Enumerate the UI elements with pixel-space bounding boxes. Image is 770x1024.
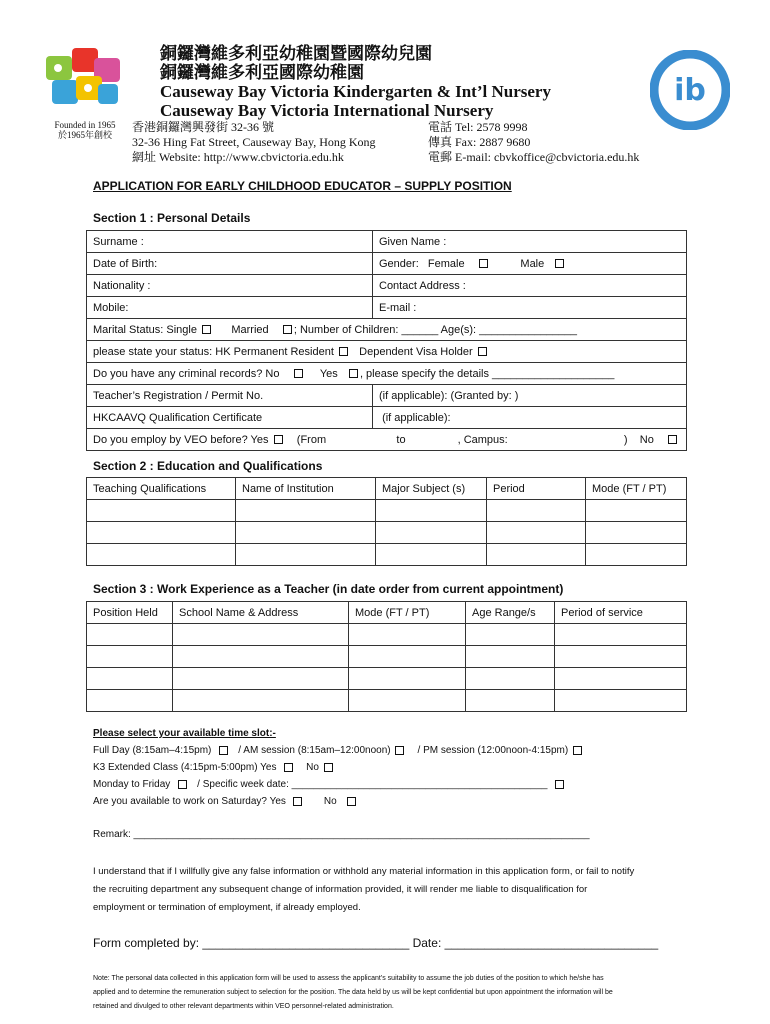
privacy-note: Note: The personal data collected in this application form will be used to assess the applicant’s suitability to assume the job duties of the position to which he/she has applied and to determine the remuneration subject to selection for the position. The data held by us will be kept confidential but upon appointment the information will be retained and divulged to other relevant departments within VEO personnel-related administration. [93, 975, 613, 1010]
education-header-institution: Name of Institution [236, 478, 376, 500]
form-title: APPLICATION FOR EARLY CHILDHOOD EDUCATOR – SUPPLY POSITION [93, 179, 512, 193]
work-header-age-range: Age Range/s [466, 602, 555, 624]
permanent-resident-checkbox[interactable] [339, 347, 348, 356]
veo-no-checkbox[interactable] [668, 435, 677, 444]
table-row [87, 624, 687, 646]
school-title: 銅鑼灣維多利亞幼稚園暨國際幼兒園 銅鑼灣維多利亞國際幼稚園 Causeway Bay Victoria Kindergarten & Int’l Nursery Causeway Bay Victoria International Nursery [160, 44, 551, 120]
hkcaavq-applicable-cell[interactable]: (if applicable): [373, 407, 687, 429]
work-experience-table [86, 601, 687, 712]
contact-address-cell[interactable]: Contact Address : [373, 275, 687, 297]
school-contact: 電話 Tel: 2578 9998 傳真 Fax: 2887 9680 電郵 E-mail: cbvkoffice@cbvictoria.edu.hk [428, 120, 640, 164]
timeslot-row-1: Full Day (8:15am–4:15pm) / AM session (8:15am–12:00noon) / PM session (12:00noon-4:15pm) [93, 745, 584, 756]
residency-status-row: please state your status: HK Permanent Resident Dependent Visa Holder [87, 341, 687, 363]
given-name-cell[interactable]: Given Name : [373, 231, 687, 253]
pm-session-checkbox[interactable] [573, 746, 582, 755]
ib-logo-icon [650, 50, 730, 130]
female-checkbox[interactable] [479, 259, 488, 268]
table-row [87, 544, 687, 566]
remark-line[interactable]: Remark: __________________________________________________________________________________ [93, 829, 590, 840]
timeslot-row-4: Are you available to work on Saturday? Yes No [93, 796, 358, 807]
marital-status-row: Marital Status: Single Married ; Number of Children: ______ Age(s): ________________ [87, 319, 687, 341]
gender-cell: Gender: Female Male [373, 253, 687, 275]
am-session-checkbox[interactable] [395, 746, 404, 755]
saturday-no-checkbox[interactable] [347, 797, 356, 806]
section2-title: Section 2 : Education and Qualifications [93, 459, 323, 473]
email-cell[interactable]: E-mail : [373, 297, 687, 319]
timeslot-row-2: K3 Extended Class (4:15pm-5:00pm) Yes No [93, 762, 335, 773]
education-header-mode: Mode (FT / PT) [586, 478, 687, 500]
specific-week-checkbox[interactable] [555, 780, 564, 789]
personal-details-table [86, 230, 687, 451]
table-row [87, 690, 687, 712]
form-completed-by-line[interactable]: Form completed by: _______________________________ Date: ________________________________ [93, 936, 659, 950]
table-row [87, 668, 687, 690]
dependent-visa-checkbox[interactable] [478, 347, 487, 356]
education-header-major: Major Subject (s) [376, 478, 487, 500]
education-header-qualifications: Teaching Qualifications [87, 478, 236, 500]
mobile-cell[interactable]: Mobile: [87, 297, 373, 319]
k3-yes-checkbox[interactable] [284, 763, 293, 772]
veo-employment-row: Do you employ by VEO before? Yes (From to , Campus: ) No [87, 429, 687, 451]
svg-text:ib: ib [674, 73, 706, 108]
married-checkbox[interactable] [283, 325, 292, 334]
k3-no-checkbox[interactable] [324, 763, 333, 772]
hkcaavq-cell[interactable]: HKCAAVQ Qualification Certificate [87, 407, 373, 429]
declaration-text: I understand that if I willfully give any false information or withhold any material information in this application form, or fail to notify the recruiting department any subsequent change of information provided, it will render me liable to disqualification for employment or termination of employment, if already employed. [93, 866, 635, 913]
section3-title: Section 3 : Work Experience as a Teacher (in date order from current appointment) [93, 582, 564, 596]
criminal-record-row: Do you have any criminal records? No Yes , please specify the details ____________________ [87, 363, 687, 385]
table-row [87, 646, 687, 668]
table-row [87, 522, 687, 544]
founded-text: Founded in 1965 於1965年創校 [54, 120, 116, 140]
single-checkbox[interactable] [202, 325, 211, 334]
timeslot-title: Please select your available time slot:- [93, 728, 276, 739]
dob-cell[interactable]: Date of Birth: [87, 253, 373, 275]
work-header-school: School Name & Address [173, 602, 349, 624]
nationality-cell[interactable]: Nationality : [87, 275, 373, 297]
male-checkbox[interactable] [555, 259, 564, 268]
table-row [87, 500, 687, 522]
criminal-no-checkbox[interactable] [294, 369, 303, 378]
surname-cell[interactable]: Surname : [87, 231, 373, 253]
section1-title: Section 1 : Personal Details [93, 211, 251, 225]
monday-to-friday-checkbox[interactable] [178, 780, 187, 789]
veo-yes-checkbox[interactable] [274, 435, 283, 444]
work-header-position: Position Held [87, 602, 173, 624]
school-address: 香港銅鑼灣興發街 32-36 號 32-36 Hing Fat Street, Causeway Bay, Hong Kong 網址 Website: http://www.cbvictoria.edu.hk [132, 120, 376, 164]
school-logo-icon [38, 44, 128, 119]
education-table [86, 477, 687, 566]
work-header-mode: Mode (FT / PT) [349, 602, 466, 624]
education-header-period: Period [487, 478, 586, 500]
full-day-checkbox[interactable] [219, 746, 228, 755]
teacher-registration-granted-cell[interactable]: (if applicable): (Granted by: ) [373, 385, 687, 407]
teacher-registration-cell[interactable]: Teacher’s Registration / Permit No. [87, 385, 373, 407]
timeslot-row-3: Monday to Friday / Specific week date: ______________________________________________ [93, 779, 566, 790]
saturday-yes-checkbox[interactable] [293, 797, 302, 806]
criminal-yes-checkbox[interactable] [349, 369, 358, 378]
work-header-period: Period of service [555, 602, 687, 624]
